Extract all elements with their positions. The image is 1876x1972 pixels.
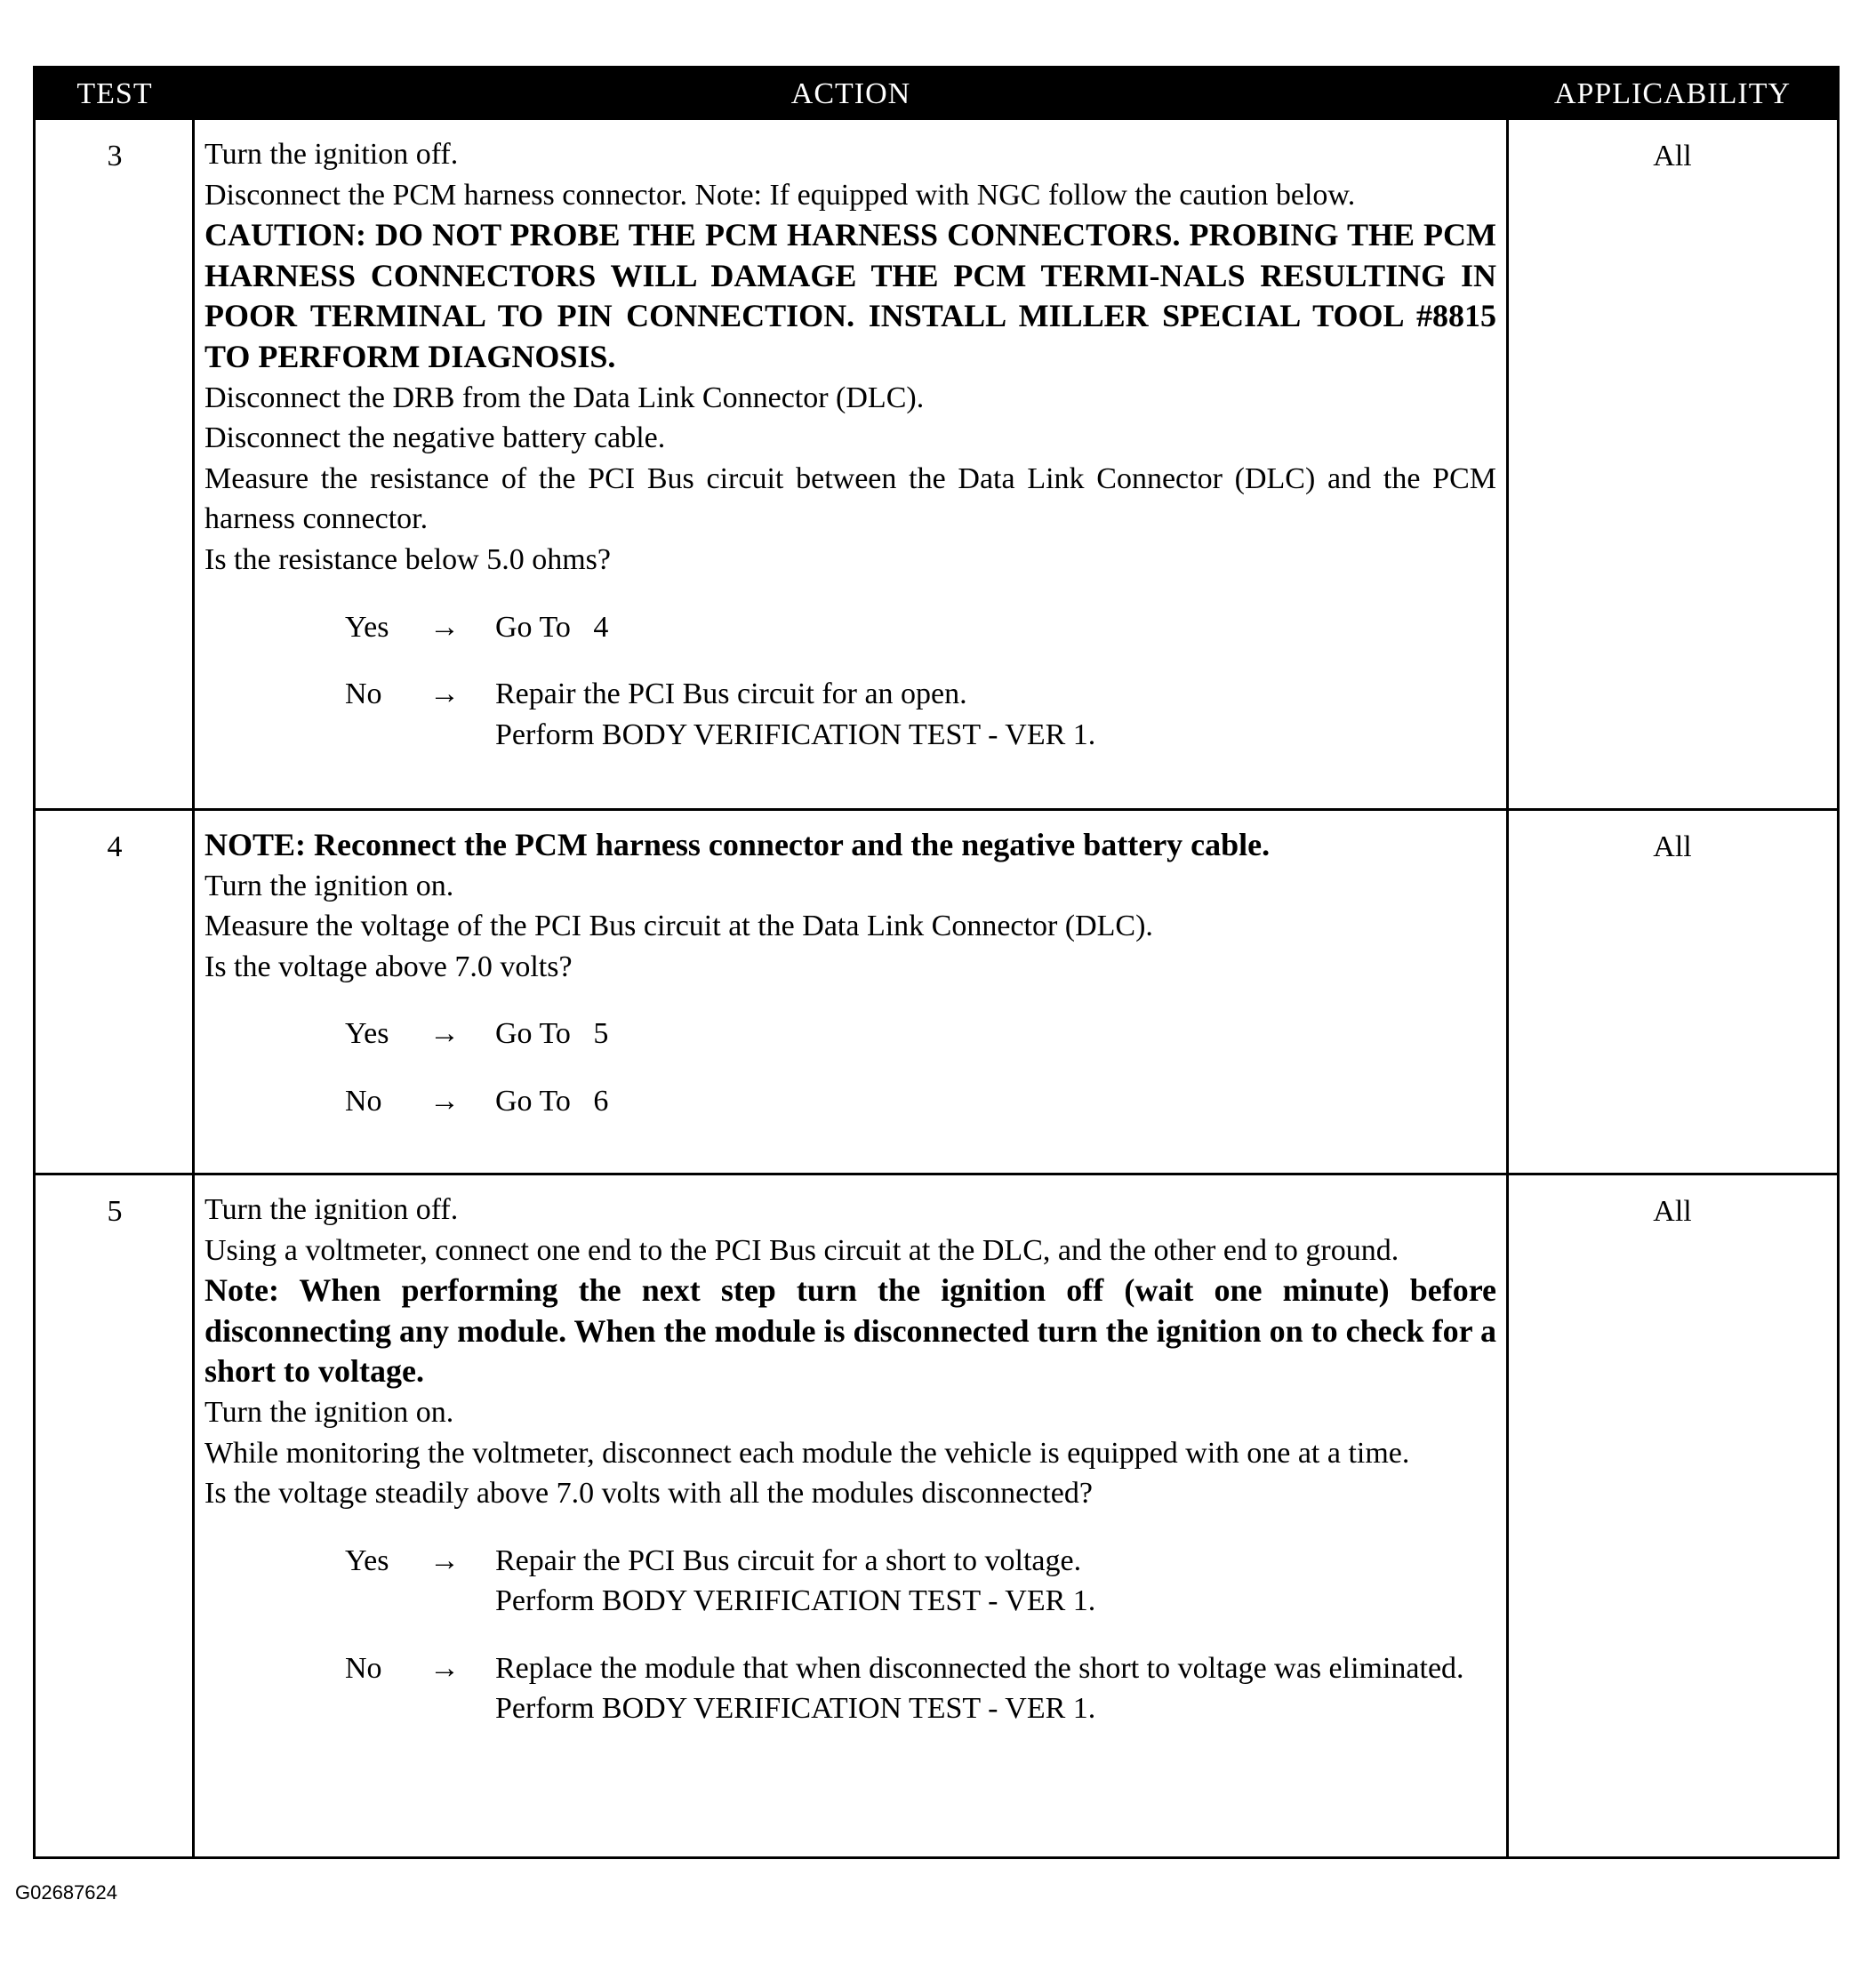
yes-branch <box>204 1541 1496 1622</box>
yes-label: Yes <box>345 1543 389 1577</box>
no-label: No <box>345 677 382 711</box>
caution-text: CAUTION: DO NOT PROBE THE PCM HARNESS CONNECTORS. PROBING THE PCM HARNESS CONNECTORS WILL DAMAGE THE PCM TERMI-NALS RESULTING IN POOR TERMINAL TO PIN CONNECTION. INSTALL MILLER SPECIAL TOOL #8815 TO PERFORM DIAGNOSIS. <box>204 217 1496 374</box>
action-line: While monitoring the voltmeter, disconnect each module the vehicle is equipped with one at a time. <box>204 1436 1410 1470</box>
table-header <box>36 68 1837 120</box>
applicability-value: All <box>1653 140 1692 172</box>
yes-branch <box>204 607 1496 648</box>
applicability-value: All <box>1653 1195 1692 1228</box>
table-row <box>36 811 1837 1173</box>
action-line: Using a voltmeter, connect one end to the PCI Bus circuit at the DLC, and the other end to ground. <box>204 1233 1399 1267</box>
action-cell <box>204 1190 1496 1770</box>
branch-result: Go To 6 <box>495 1084 609 1118</box>
branch-result: Repair the PCI Bus circuit for an open. <box>495 677 967 711</box>
test-number: 4 <box>107 830 123 863</box>
action-cell <box>204 825 1496 1122</box>
table-row <box>36 1175 1837 1856</box>
action-line: Turn the ignition off. <box>204 1193 459 1226</box>
arrow-icon: → <box>429 1084 460 1118</box>
action-line: Turn the ignition on. <box>204 869 454 902</box>
branch-result: Go To 5 <box>495 1017 609 1051</box>
question-line: Is the voltage above 7.0 volts? <box>204 950 573 983</box>
no-branch <box>204 1648 1496 1770</box>
diagnostic-table <box>33 66 1840 1859</box>
branch-result-verify: Perform BODY VERIFICATION TEST - VER 1. <box>495 717 1096 751</box>
arrow-icon: → <box>429 677 460 711</box>
question-line: Is the voltage steadily above 7.0 volts with all the modules disconnected? <box>204 1477 1093 1511</box>
arrow-icon: → <box>429 1651 460 1685</box>
header-action: ACTION <box>790 77 911 110</box>
action-line: Disconnect the PCM harness connector. Note: If equipped with NGC follow the caution below. <box>204 178 1356 212</box>
no-branch <box>204 1081 1496 1122</box>
yes-branch <box>204 1014 1496 1054</box>
branch-result-verify: Perform BODY VERIFICATION TEST - VER 1. <box>495 1692 1096 1726</box>
branch-result: Go To 4 <box>495 610 609 644</box>
action-line: Measure the resistance of the PCI Bus circuit between the Data Link Connector (DLC) and the PCM harness connector. <box>204 461 1496 536</box>
arrow-icon: → <box>429 1543 460 1577</box>
test-number: 3 <box>107 140 123 172</box>
action-cell <box>204 134 1496 755</box>
figure-id: G02687624 <box>15 1881 117 1904</box>
yes-label: Yes <box>345 1017 389 1051</box>
header-test: TEST <box>76 77 153 110</box>
action-line: Measure the voltage of the PCI Bus circuit at the Data Link Connector (DLC). <box>204 910 1153 943</box>
branch-result: Replace the module that when disconnected the short to voltage was eliminated. <box>495 1651 1464 1685</box>
table-row <box>36 120 1837 808</box>
branch-result: Repair the PCI Bus circuit for a short to voltage. <box>495 1543 1082 1577</box>
applicability-value: All <box>1653 830 1692 863</box>
note-text: Note: When performing the next step turn the ignition off (wait one minute) before disconnecting any module. When the module is disconnected turn the ignition on to check for a short to voltage. <box>204 1272 1496 1390</box>
no-label: No <box>345 1651 382 1685</box>
action-line: Disconnect the DRB from the Data Link Connector (DLC). <box>204 381 925 414</box>
arrow-icon: → <box>429 1017 460 1051</box>
no-branch <box>204 674 1496 755</box>
test-number: 5 <box>107 1195 123 1228</box>
question-line: Is the resistance below 5.0 ohms? <box>204 542 611 576</box>
action-line: Turn the ignition off. <box>204 138 459 171</box>
header-applicability: APPLICABILITY <box>1553 77 1792 110</box>
note-text: NOTE: Reconnect the PCM harness connector and the negative battery cable. <box>204 827 1271 862</box>
action-line: Turn the ignition on. <box>204 1395 454 1429</box>
action-line: Disconnect the negative battery cable. <box>204 421 666 455</box>
yes-label: Yes <box>345 610 389 644</box>
branch-result-verify: Perform BODY VERIFICATION TEST - VER 1. <box>495 1584 1096 1618</box>
arrow-icon: → <box>429 610 460 644</box>
no-label: No <box>345 1084 382 1118</box>
